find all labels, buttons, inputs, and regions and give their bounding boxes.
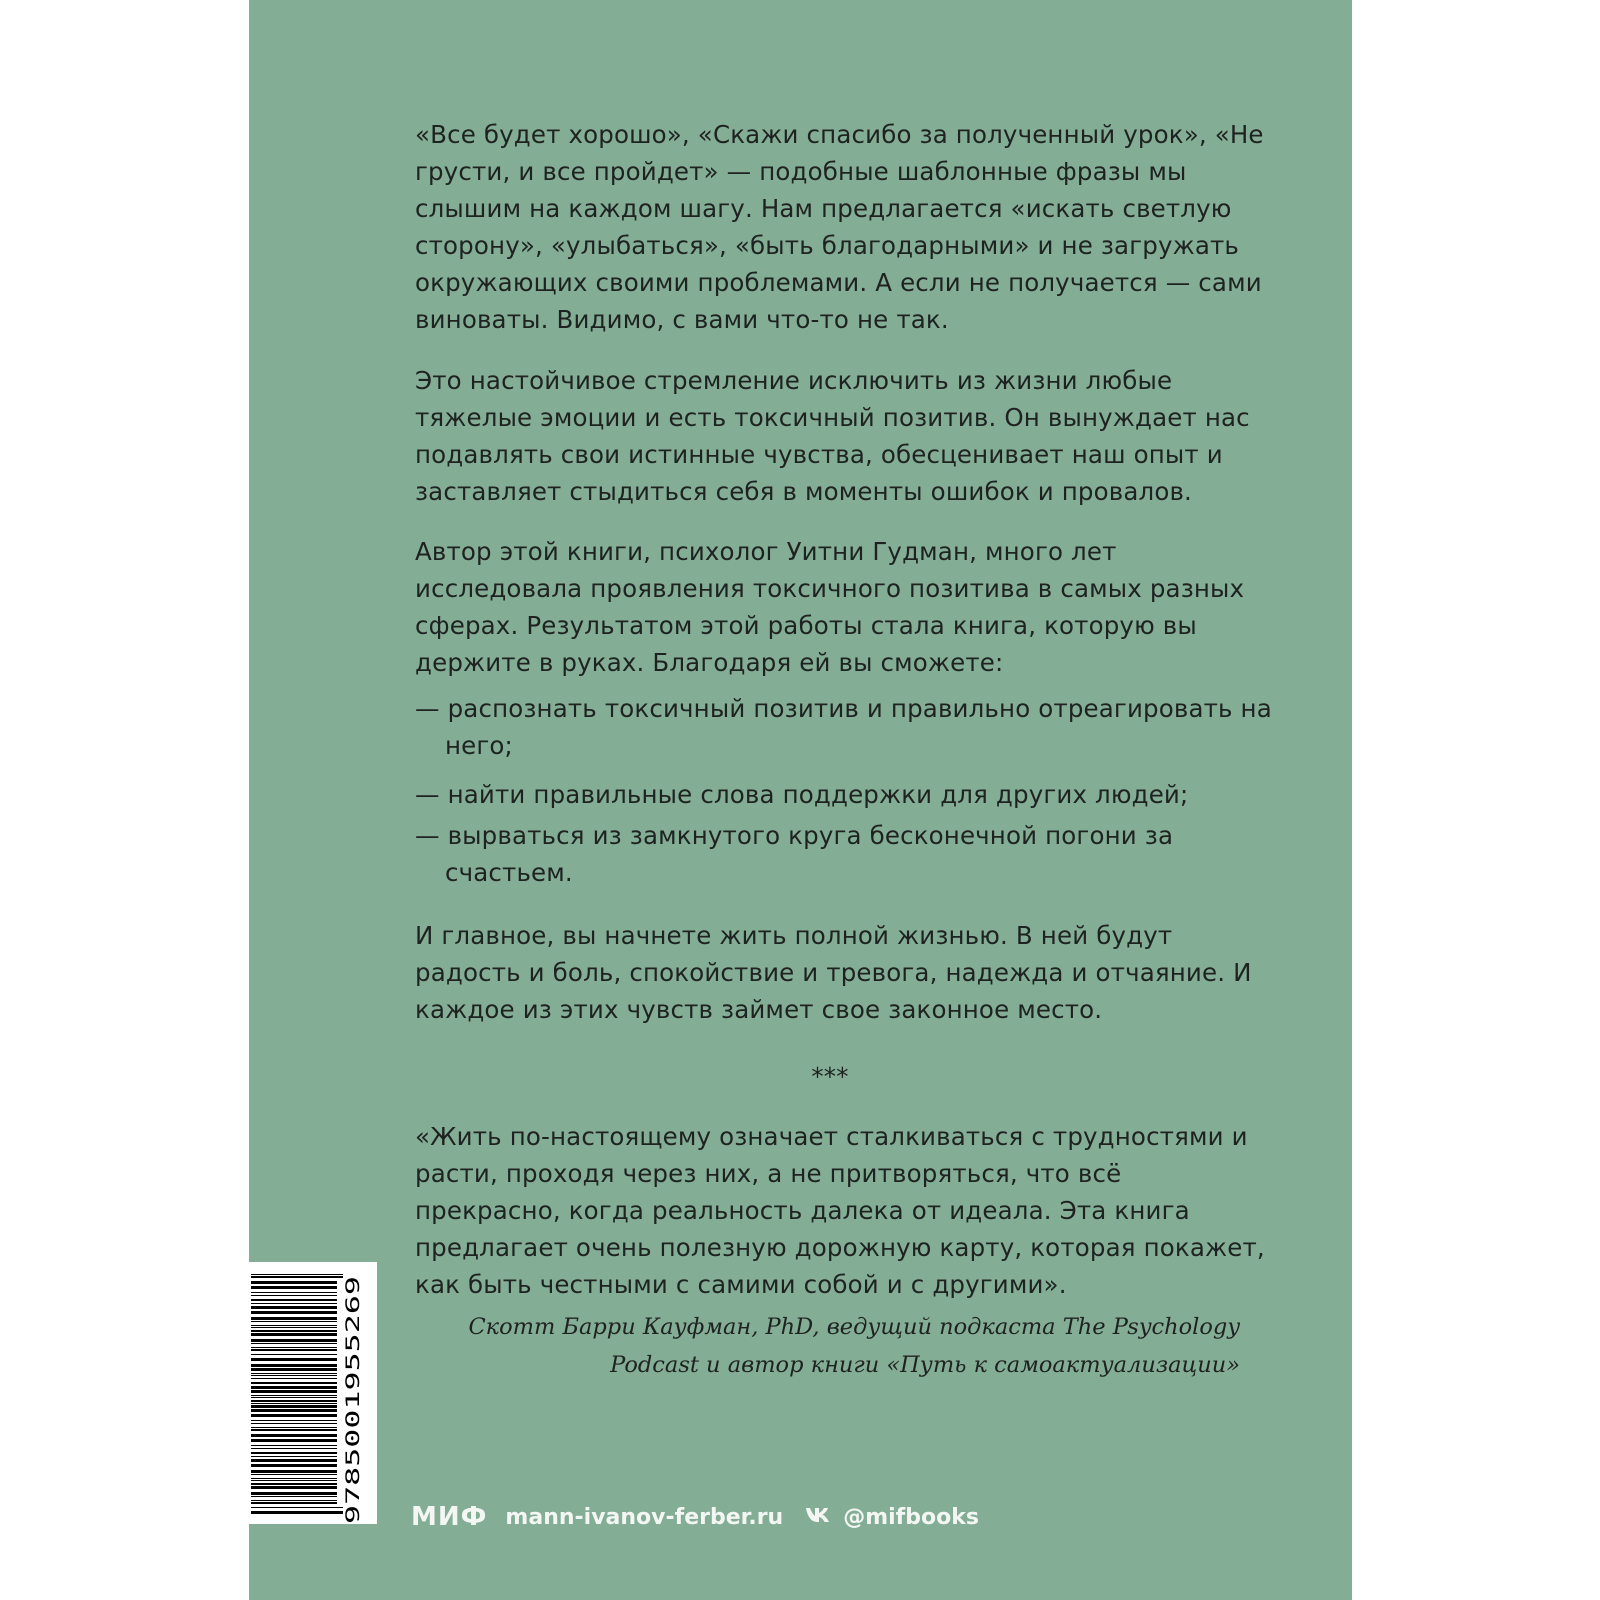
barcode-bar [251,1349,337,1351]
barcode-bar [251,1434,337,1437]
barcode-bar [251,1423,337,1424]
benefit-item-3: — вырваться из замкнутого круга бесконечной погони за счастьем. [415,821,1174,887]
barcode-bar [251,1303,337,1304]
paragraph-text: Это настойчивое стремление исключить из жизни любые тяжелые эмоции и есть токсичный позитив. Он вынуждает нас подавлять свои истинные чувства, обесценивает наш опыт и заставляет стыдиться себя в моменты ошибок и провалов. [415,366,1250,506]
publisher-website-link[interactable]: mann-ivanov-ferber.ru [505,1504,784,1530]
barcode-bar [251,1281,337,1284]
barcode-bar [251,1321,337,1322]
barcode-bar [251,1347,337,1348]
description-paragraph-1 [415,116,1265,338]
barcode-bar [251,1405,337,1408]
barcode-bar [251,1474,337,1475]
barcode-bar [251,1456,337,1457]
isbn-barcode [249,1262,377,1524]
barcode-bar [251,1439,337,1442]
social-handle-link[interactable]: @mifbooks [843,1504,979,1530]
barcode-bar [251,1295,337,1296]
barcode-bar [251,1330,337,1332]
barcode-number: 9785001955269 [342,1375,364,1524]
barcode-bar [251,1368,337,1371]
description-paragraph-2 [415,362,1265,510]
paragraph-text: «Все будет хорошо», «Скажи спасибо за полученный урок», «Не грусти, и все пройдет» — подобные шаблонные фразы мы слышим на каждом шагу. Нам предлагается «искать светлую сторону», «улыбаться», «быть благодарными» и не загружать окружающих своими проблемами. А если не получается — сами виноваты. Видимо, с вами что-то не так. [415,120,1264,334]
barcode-bar [251,1354,337,1355]
vk-icon [805,1506,831,1528]
barcode-bar [251,1507,343,1508]
barcode-bar [251,1414,337,1417]
barcode-bar [251,1286,337,1289]
barcode-bar [251,1500,337,1501]
barcode-bar [251,1373,337,1374]
barcode-bar [251,1317,337,1320]
barcode-bar [251,1486,337,1489]
barcode-bar [251,1397,337,1398]
barcode-bar [251,1375,337,1376]
endorsement-quote [415,1118,1265,1303]
section-separator: *** [811,1062,849,1091]
barcode-bar [251,1478,337,1479]
barcode-bar [251,1386,337,1389]
barcode-bar [251,1511,343,1514]
barcode-bar [251,1333,337,1336]
attribution-line-1: Скотт Барри Кауфман, PhD, ведущий подкаста The Psychology [468,1314,1240,1340]
barcode-bar [251,1306,337,1309]
barcode-bar [251,1311,337,1314]
barcode-bar [251,1395,337,1396]
barcode-bar [251,1378,337,1379]
barcode-bar [251,1400,337,1402]
barcode-bar [251,1448,337,1449]
barcode-bar [251,1464,337,1467]
barcode-bar [251,1292,337,1293]
attribution-line-2: Podcast и автор книги «Путь к самоактуализации» [610,1352,1240,1378]
paragraph-text: И главное, вы начнете жить полной жизнью. В ней будут радость и боль, спокойствие и тревога, надежда и отчаяние. И каждое из этих чувств займет свое законное место. [415,921,1252,1024]
barcode-bar [251,1339,337,1342]
description-paragraph-3 [415,533,1265,681]
barcode-bar [251,1492,337,1495]
barcode-bar [251,1420,337,1421]
description-paragraph-4 [415,917,1265,1028]
barcode-bar [251,1390,337,1393]
barcode-bar [251,1403,337,1404]
publisher-logo [411,1502,487,1532]
barcode-bar [251,1445,337,1446]
barcode-bar [251,1452,337,1454]
barcode-bar [251,1325,337,1326]
barcode-bar [251,1276,343,1278]
barcode-bar [251,1483,337,1485]
benefit-item-1: — распознать токсичный позитив и правильно отреагировать на него; [415,694,1272,760]
barcode-bar [251,1364,337,1367]
barcode-bar [251,1429,337,1431]
barcode-bar [251,1274,343,1275]
barcode-icon [249,1262,377,1524]
barcode-bar [251,1470,337,1473]
barcode-bar [251,1358,337,1361]
barcode-bar [251,1427,337,1428]
quote-attribution [440,1308,1240,1384]
barcode-bar [251,1502,337,1504]
publisher-footer [411,1497,979,1537]
quote-text: «Жить по-настоящему означает сталкиваться с трудностями и расти, проходя через них, а не притворяться, что всё прекрасно, когда реальность далека от идеала. Эта книга предлагает очень полезную дорожную карту, которая покажет, как быть честными с самими собой и с другими». [415,1122,1265,1299]
barcode-bar [251,1496,337,1497]
publisher-logo-text: МИФ [411,1502,488,1532]
barcode-bar [251,1382,337,1384]
barcode-bar [251,1459,337,1462]
barcode-bar [251,1343,337,1344]
barcode-bar [251,1327,337,1328]
barcode-bar [251,1480,337,1481]
paragraph-text: Автор этой книги, психолог Уитни Гудман, много лет исследовала проявления токсичного позитива в самых разных сферах. Результатом этой работы стала книга, которую вы держите в руках. Благодаря ей вы сможете: [415,537,1245,677]
barcode-bar [251,1299,337,1301]
benefit-item-2: — найти правильные слова поддержки для других людей; [415,780,1189,809]
barcode-bar [251,1409,337,1412]
